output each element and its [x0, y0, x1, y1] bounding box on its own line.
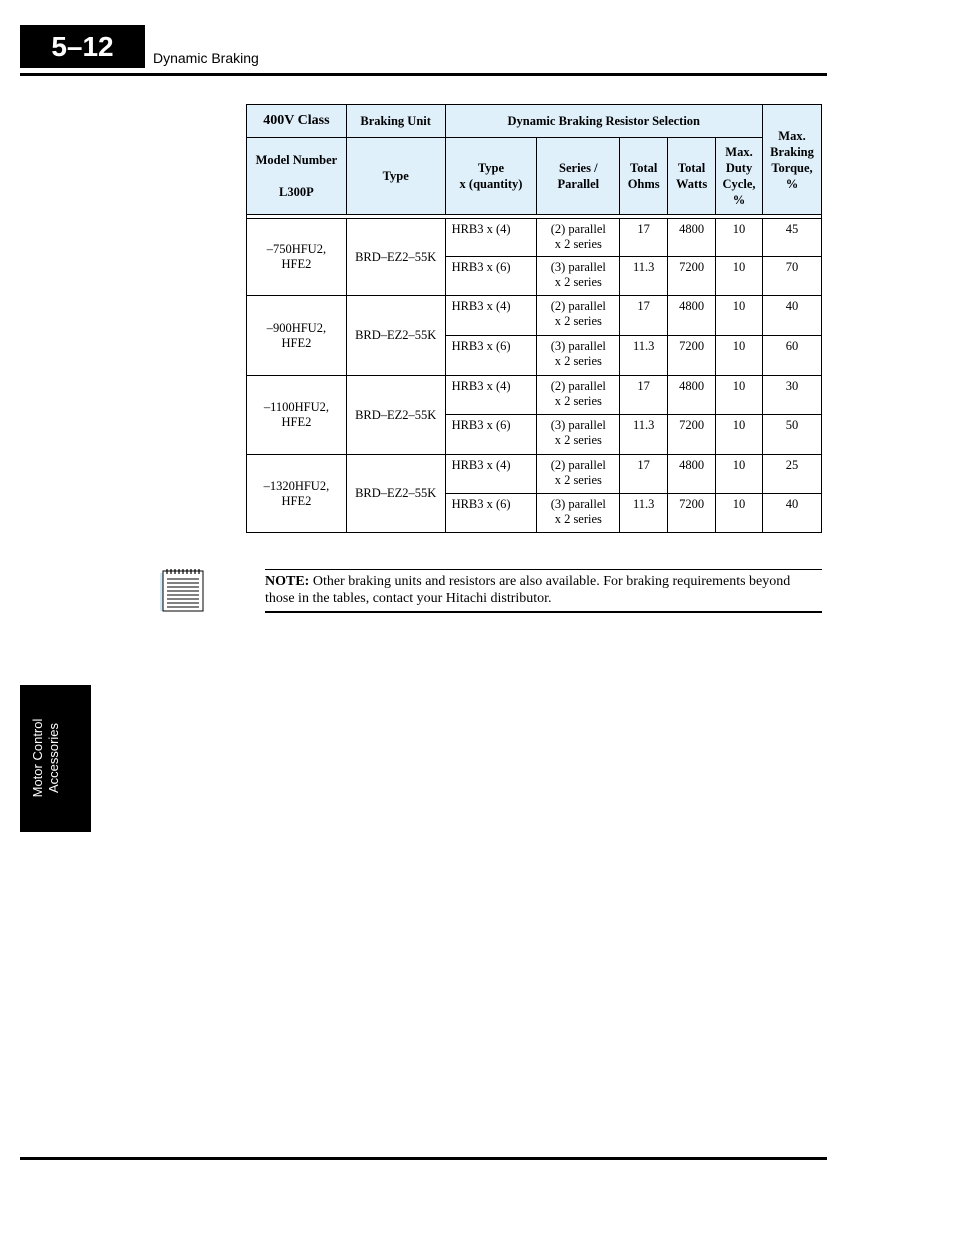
section-title: Dynamic Braking [153, 50, 259, 66]
watts-cell: 7200 [668, 336, 716, 376]
duty-cell: 10 [716, 415, 763, 455]
series-parallel-cell: (3) parallel x 2 series [537, 494, 620, 533]
torque-cell: 60 [762, 336, 821, 376]
total-ohms-header: Total Ohms [620, 138, 668, 215]
note-body: Other braking units and resistors are also available. For braking requirements beyond those in the tables, contact your Hitachi distributor. [265, 574, 791, 606]
braking-resistor-table [246, 104, 822, 533]
series-parallel-cell: (2) parallel x 2 series [537, 376, 620, 415]
model-cell: –1320HFU2, HFE2 [247, 455, 347, 533]
torque-cell: 70 [762, 257, 821, 296]
resistor-cell: HRB3 x (6) [445, 494, 537, 533]
table-row [247, 455, 822, 494]
resistor-cell: HRB3 x (4) [445, 296, 537, 336]
footer-rule [20, 1157, 827, 1160]
note-top-rule [265, 569, 822, 570]
series-parallel-header: Series / Parallel [537, 138, 620, 215]
ohms-cell: 11.3 [620, 257, 668, 296]
total-watts-header: Total Watts [668, 138, 716, 215]
watts-cell: 4800 [668, 376, 716, 415]
class-header: 400V Class [247, 105, 347, 138]
watts-cell: 7200 [668, 257, 716, 296]
model-number-header: Model Number L300P [247, 138, 347, 215]
duty-cycle-header: Max. Duty Cycle, % [716, 138, 763, 215]
model-cell: –900HFU2, HFE2 [247, 296, 347, 376]
torque-cell: 50 [762, 415, 821, 455]
table-row [247, 219, 822, 257]
torque-cell: 30 [762, 376, 821, 415]
duty-cell: 10 [716, 296, 763, 336]
torque-cell: 40 [762, 494, 821, 533]
watts-cell: 7200 [668, 494, 716, 533]
chapter-tab-label: Motor Control Accessories [30, 718, 61, 798]
torque-cell: 40 [762, 296, 821, 336]
duty-cell: 10 [716, 257, 763, 296]
resistor-cell: HRB3 x (6) [445, 257, 537, 296]
note-bottom-rule [265, 611, 822, 613]
duty-cell: 10 [716, 494, 763, 533]
braking-unit-header: Braking Unit [346, 105, 445, 138]
watts-cell: 7200 [668, 415, 716, 455]
note-label: NOTE: [265, 574, 310, 589]
torque-cell: 25 [762, 455, 821, 494]
unit-cell: BRD–EZ2–55K [346, 219, 445, 296]
series-parallel-cell: (3) parallel x 2 series [537, 336, 620, 376]
series-parallel-cell: (2) parallel x 2 series [537, 296, 620, 336]
unit-type-header: Type [346, 138, 445, 215]
series-parallel-cell: (2) parallel x 2 series [537, 455, 620, 494]
unit-cell: BRD–EZ2–55K [346, 376, 445, 455]
ohms-cell: 17 [620, 219, 668, 257]
ohms-cell: 11.3 [620, 494, 668, 533]
series-parallel-cell: (2) parallel x 2 series [537, 219, 620, 257]
resistor-cell: HRB3 x (4) [445, 455, 537, 494]
duty-cell: 10 [716, 455, 763, 494]
watts-cell: 4800 [668, 296, 716, 336]
model-cell: –750HFU2, HFE2 [247, 219, 347, 296]
unit-cell: BRD–EZ2–55K [346, 296, 445, 376]
resistor-cell: HRB3 x (6) [445, 336, 537, 376]
series-parallel-cell: (3) parallel x 2 series [537, 257, 620, 296]
resistor-cell: HRB3 x (6) [445, 415, 537, 455]
resistor-cell: HRB3 x (4) [445, 219, 537, 257]
duty-cell: 10 [716, 376, 763, 415]
ohms-cell: 17 [620, 296, 668, 336]
table-row [247, 296, 822, 336]
ohms-cell: 11.3 [620, 415, 668, 455]
unit-cell: BRD–EZ2–55K [346, 455, 445, 533]
max-torque-header: Max. Braking Torque, % [762, 105, 821, 215]
torque-cell: 45 [762, 219, 821, 257]
page-number: 5–12 [20, 25, 145, 68]
notepad-icon [158, 568, 204, 614]
resistor-selection-header: Dynamic Braking Resistor Selection [445, 105, 762, 138]
table-row [247, 376, 822, 415]
ohms-cell: 11.3 [620, 336, 668, 376]
ohms-cell: 17 [620, 376, 668, 415]
duty-cell: 10 [716, 336, 763, 376]
watts-cell: 4800 [668, 455, 716, 494]
model-cell: –1100HFU2, HFE2 [247, 376, 347, 455]
series-parallel-cell: (3) parallel x 2 series [537, 415, 620, 455]
resistor-type-header: Type x (quantity) [445, 138, 537, 215]
watts-cell: 4800 [668, 219, 716, 257]
note-text [265, 573, 822, 607]
ohms-cell: 17 [620, 455, 668, 494]
duty-cell: 10 [716, 219, 763, 257]
header-rule [20, 73, 827, 76]
resistor-cell: HRB3 x (4) [445, 376, 537, 415]
